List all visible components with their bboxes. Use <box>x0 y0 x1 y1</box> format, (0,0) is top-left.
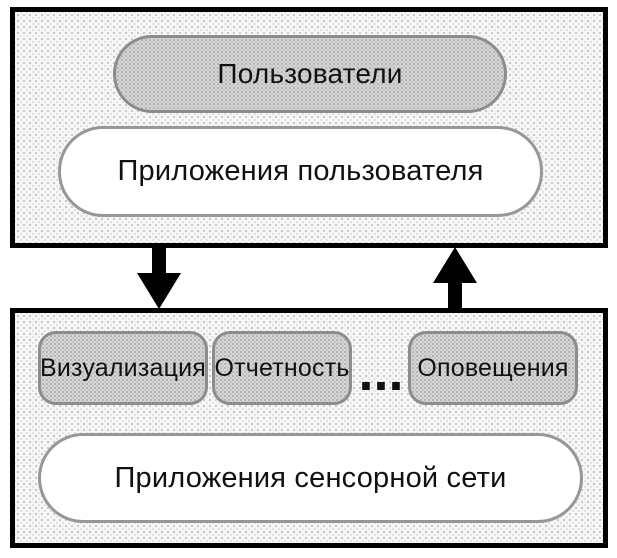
user-applications-node <box>58 126 543 217</box>
users-label: Пользователи <box>217 58 403 89</box>
arrow-down-icon <box>137 247 181 309</box>
visualization-module-node <box>38 331 208 405</box>
sensor-applications-label: Приложения сенсорной сети <box>114 461 507 494</box>
reporting-module-node <box>212 331 352 405</box>
alerts-module-label: Оповещения <box>417 353 569 382</box>
visualization-module-label: Визуализация <box>39 353 207 382</box>
user-applications-label: Приложения пользователя <box>117 155 484 187</box>
sensor-applications-node <box>38 433 583 523</box>
arrow-down-shape <box>137 247 181 309</box>
reporting-module-label: Отчетность <box>214 353 350 382</box>
alerts-module-node <box>408 331 578 405</box>
users-node <box>113 35 507 113</box>
arrow-up-shape <box>433 247 477 309</box>
arrow-up-icon <box>433 247 477 309</box>
more-modules-ellipsis: ... <box>358 344 404 400</box>
